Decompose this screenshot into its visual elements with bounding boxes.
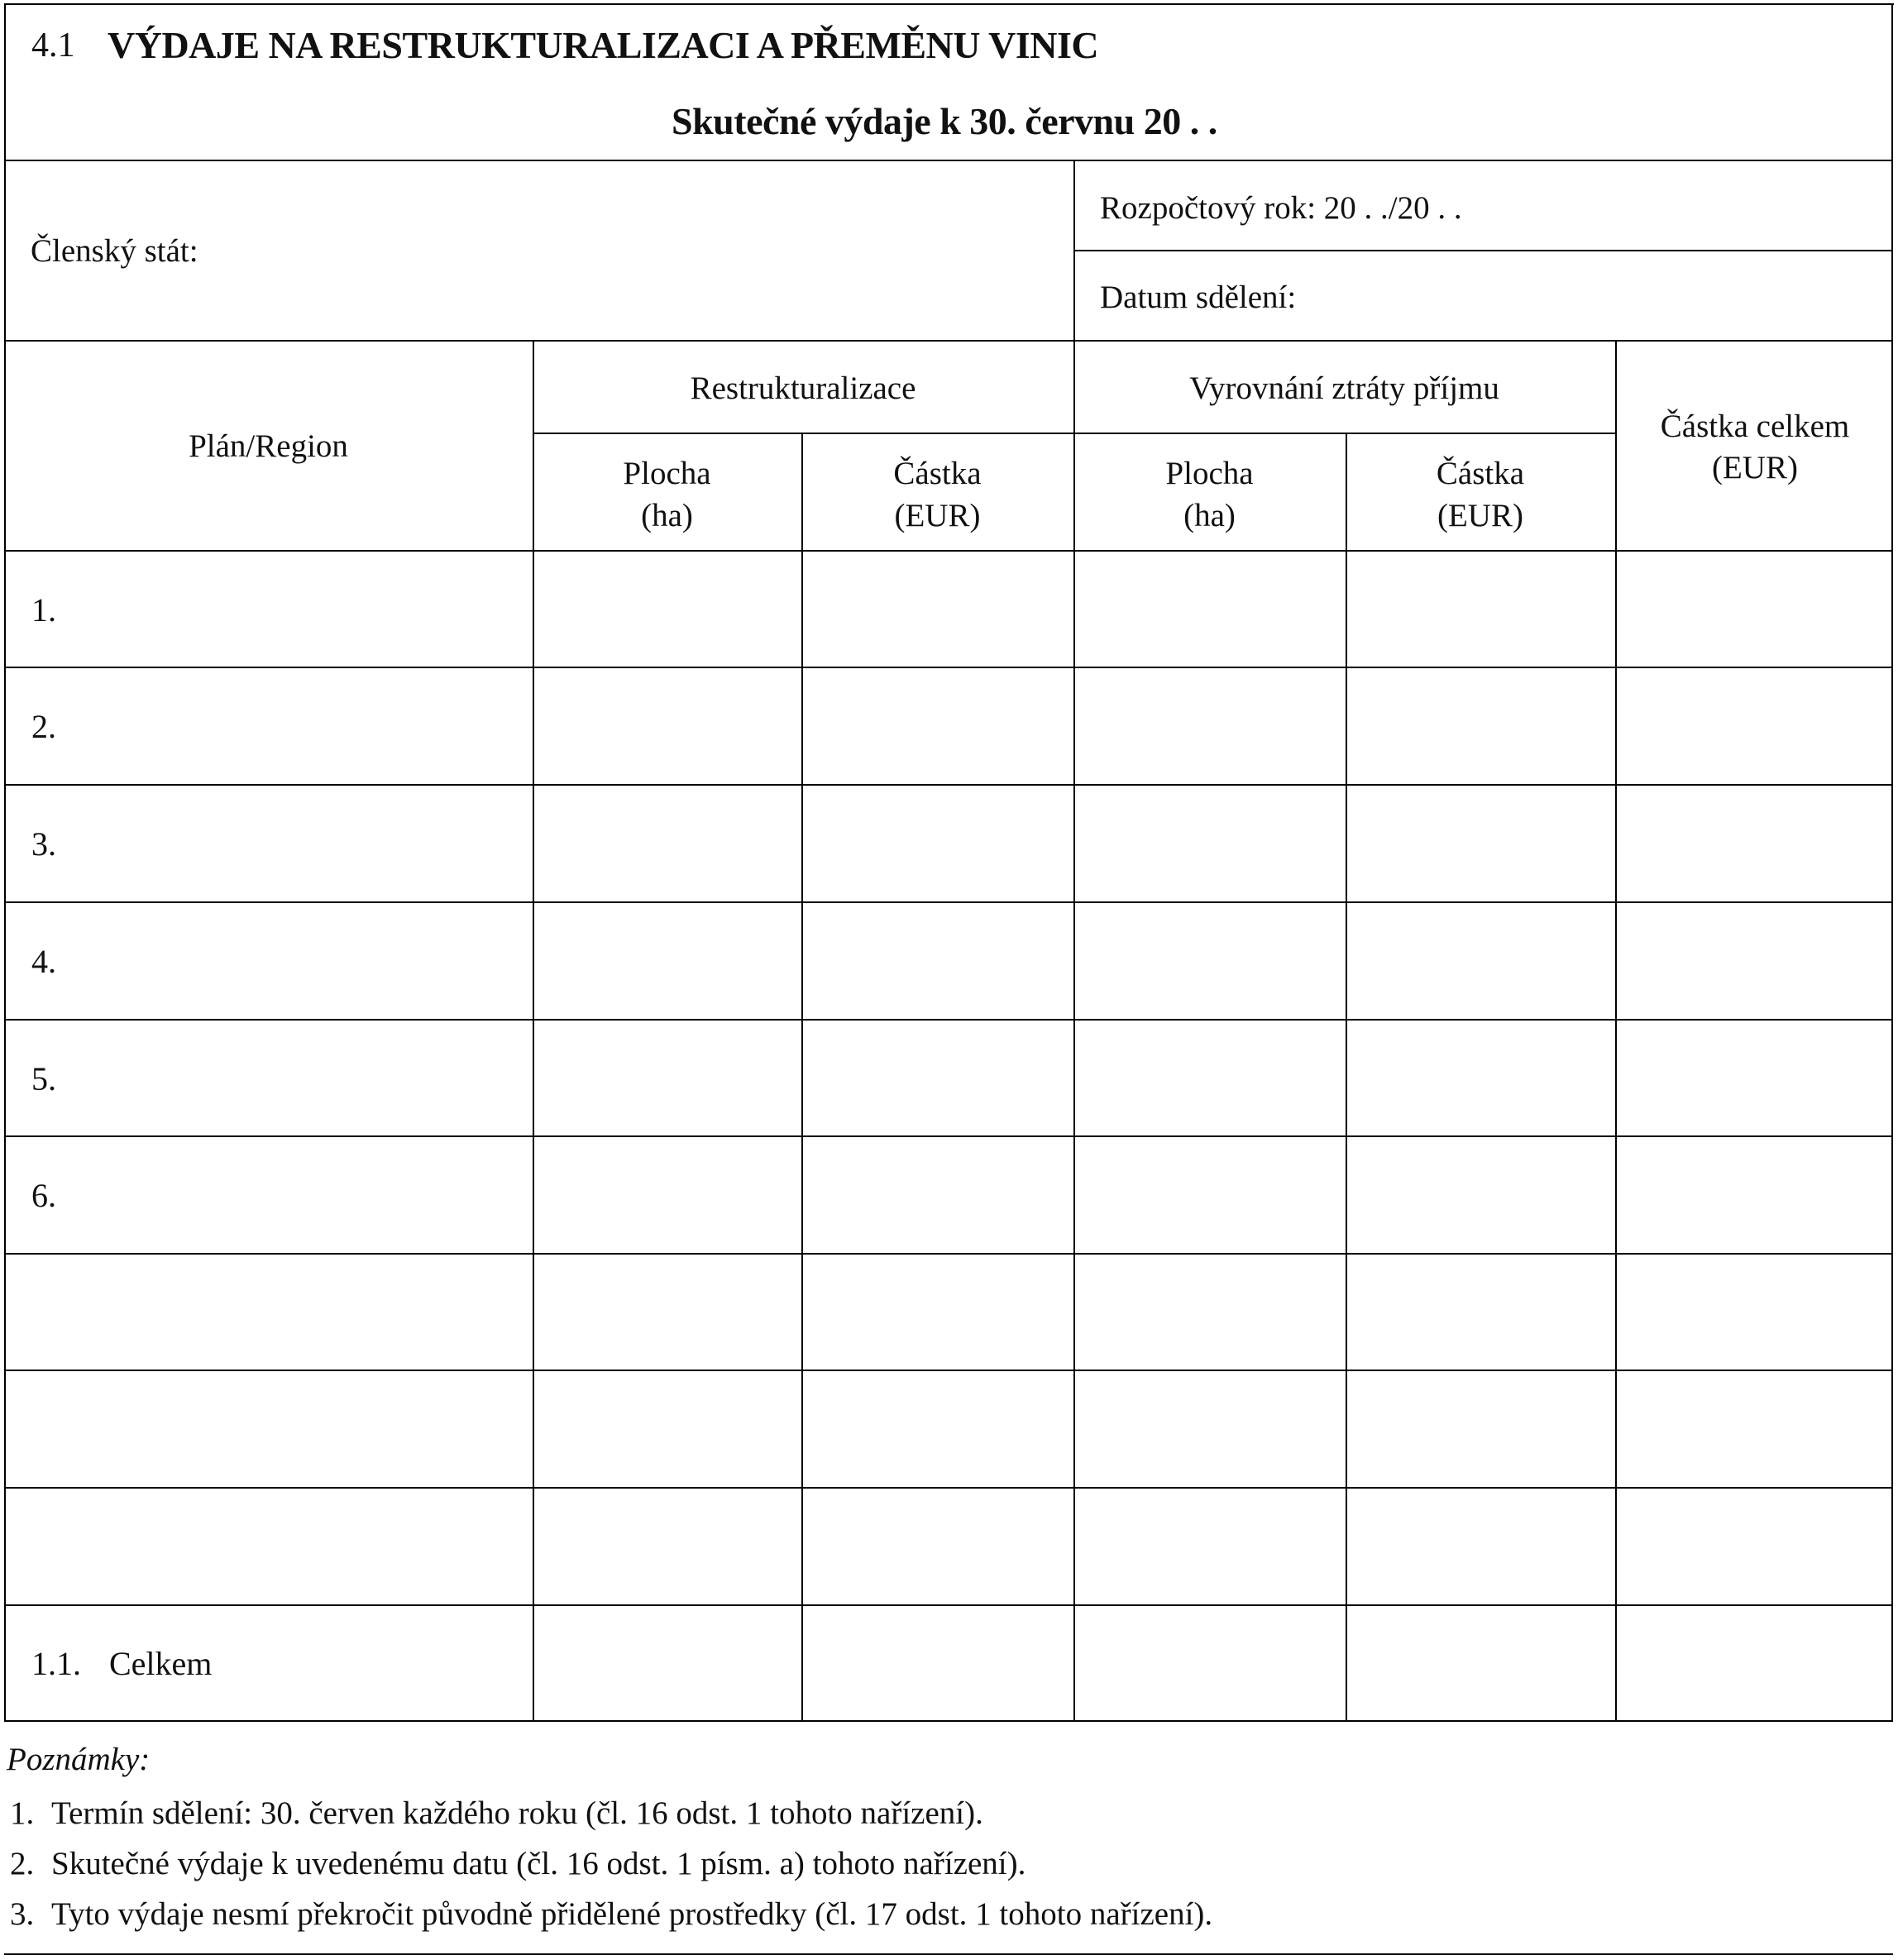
- restructuring-area-label: Plocha: [623, 456, 711, 491]
- table-row: [4, 1135, 1893, 1253]
- note-text: Termín sdělení: 30. červen každého roku (čl. 16 odst. 1 tohoto nařízení).: [51, 1795, 983, 1831]
- restructuring-amount-label: Částka: [893, 456, 982, 491]
- total-amount-unit: (EUR): [1712, 450, 1798, 485]
- note-number: 3.: [10, 1896, 35, 1932]
- table-row: [4, 1253, 1893, 1370]
- compensation-area-label: Plocha: [1165, 456, 1254, 491]
- budget-year-label: Rozpočtový rok: 20 . ./20 . .: [1100, 190, 1462, 226]
- compensation-header: Vyrovnání ztráty příjmu: [1189, 370, 1499, 406]
- notes-heading: Poznámky:: [7, 1742, 151, 1777]
- table-row: [4, 1487, 1893, 1604]
- restructuring-amount-unit: (EUR): [894, 498, 981, 533]
- note-text: Skutečné výdaje k uvedenému datu (čl. 16 odst. 1 písm. a) tohoto nařízení).: [51, 1846, 1026, 1881]
- row-label: 5.: [31, 1060, 56, 1097]
- table-row: [4, 1019, 1893, 1135]
- table-row: [4, 667, 1893, 784]
- compensation-amount-label: Částka: [1436, 456, 1525, 491]
- restructuring-area-unit: (ha): [641, 498, 693, 533]
- row-label: 1.: [31, 591, 56, 629]
- compensation-area-unit: (ha): [1183, 498, 1236, 533]
- notification-date-label: Datum sdělení:: [1100, 280, 1297, 315]
- row-label: 2.: [31, 708, 56, 745]
- total-row: [4, 1604, 1893, 1720]
- note-number: 2.: [10, 1846, 35, 1881]
- row-label: 6.: [31, 1177, 56, 1214]
- row-label: 4.: [31, 943, 56, 980]
- plan-region-header: Plán/Region: [189, 428, 348, 464]
- compensation-amount-unit: (EUR): [1437, 498, 1523, 533]
- total-row-label: Celkem: [109, 1645, 213, 1682]
- table-row: [4, 550, 1893, 667]
- table-row: [4, 1370, 1893, 1487]
- restructuring-header: Restrukturalizace: [690, 370, 916, 406]
- note-number: 1.: [10, 1795, 35, 1831]
- total-row-number: 1.1.: [31, 1645, 81, 1682]
- note-text: Tyto výdaje nesmí překročit původně přidělené prostředky (čl. 17 odst. 1 tohoto nařízení).: [51, 1896, 1213, 1932]
- section-subtitle: Skutečné výdaje k 30. červnu 20 . .: [672, 100, 1217, 142]
- member-state-label: Členský stát:: [31, 233, 198, 269]
- table-row: [4, 784, 1893, 901]
- table-row: [4, 901, 1893, 1019]
- section-title: VÝDAJE NA RESTRUKTURALIZACI A PŘEMĚNU VINIC: [108, 24, 1099, 66]
- row-label: 3.: [31, 825, 56, 863]
- total-amount-label: Částka celkem: [1660, 409, 1850, 444]
- section-number: 4.1: [31, 26, 75, 65]
